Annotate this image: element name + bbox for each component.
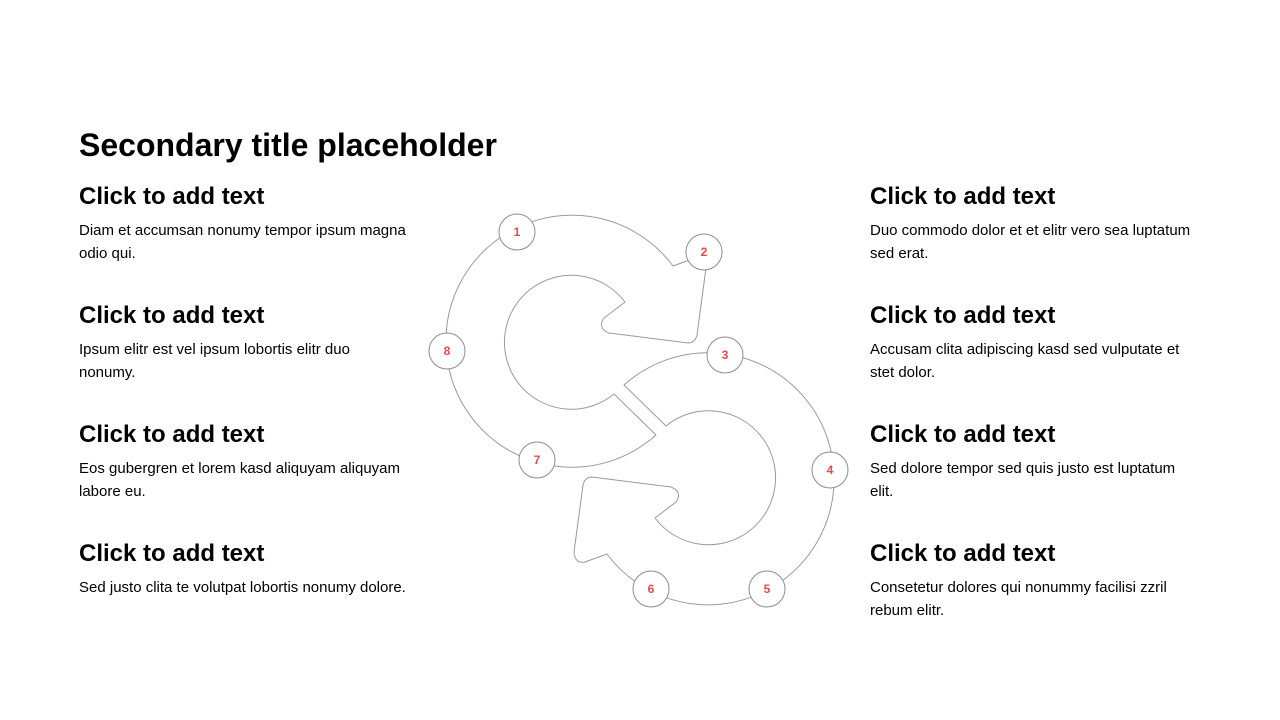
left-item-2-body[interactable]: Ipsum elitr est vel ipsum lobortis elitr duo nonumy. xyxy=(79,341,350,381)
step-number-8: 8 xyxy=(443,344,451,358)
left-item-3-body[interactable]: Eos gubergren et lorem kasd aliquyam aliquyam labore eu. xyxy=(79,460,400,500)
left-item-1-body[interactable]: Diam et accumsan nonumy tempor ipsum magna odio qui. xyxy=(79,222,406,262)
step-marker-8[interactable] xyxy=(429,333,465,369)
step-number-5: 5 xyxy=(763,582,771,596)
step-marker-5[interactable] xyxy=(749,571,785,607)
step-number-4: 4 xyxy=(826,463,834,477)
right-item-2-heading[interactable]: Click to add text xyxy=(870,302,1056,329)
step-number-3: 3 xyxy=(721,348,729,362)
right-item-1-body[interactable]: Duo commodo dolor et et elitr vero sea luptatum sed erat. xyxy=(870,222,1191,262)
left-item-4-heading[interactable]: Click to add text xyxy=(79,540,265,567)
lower-cycle-arrow[interactable] xyxy=(574,353,834,605)
left-item-3-heading[interactable]: Click to add text xyxy=(79,421,265,448)
right-item-1-heading[interactable]: Click to add text xyxy=(870,183,1056,210)
step-marker-7[interactable] xyxy=(519,442,555,478)
step-marker-1[interactable] xyxy=(499,214,535,250)
right-item-2-body[interactable]: Accusam clita adipiscing kasd sed vulputate et stet dolor. xyxy=(870,341,1180,381)
page-title: Secondary title placeholder xyxy=(79,127,497,163)
right-item-3-heading[interactable]: Click to add text xyxy=(870,421,1056,448)
step-number-6: 6 xyxy=(647,582,655,596)
left-item-4-body[interactable]: Sed justo clita te volutpat lobortis nonumy dolore. xyxy=(79,579,406,596)
right-item-4-heading[interactable]: Click to add text xyxy=(870,540,1056,567)
left-item-2-heading[interactable]: Click to add text xyxy=(79,302,265,329)
right-item-3-body[interactable]: Sed dolore tempor sed quis justo est luptatum elit. xyxy=(870,460,1176,500)
step-marker-6[interactable] xyxy=(633,571,669,607)
step-number-7: 7 xyxy=(533,453,541,467)
right-item-4-body[interactable]: Consetetur dolores qui nonummy facilisi zzril rebum elitr. xyxy=(870,579,1167,619)
step-number-2: 2 xyxy=(700,245,708,259)
left-item-1-heading[interactable]: Click to add text xyxy=(79,183,265,210)
step-number-1: 1 xyxy=(513,225,521,239)
upper-cycle-arrow[interactable] xyxy=(443,215,706,467)
step-marker-2[interactable] xyxy=(686,234,722,270)
step-marker-3[interactable] xyxy=(707,337,743,373)
step-marker-4[interactable] xyxy=(812,452,848,488)
